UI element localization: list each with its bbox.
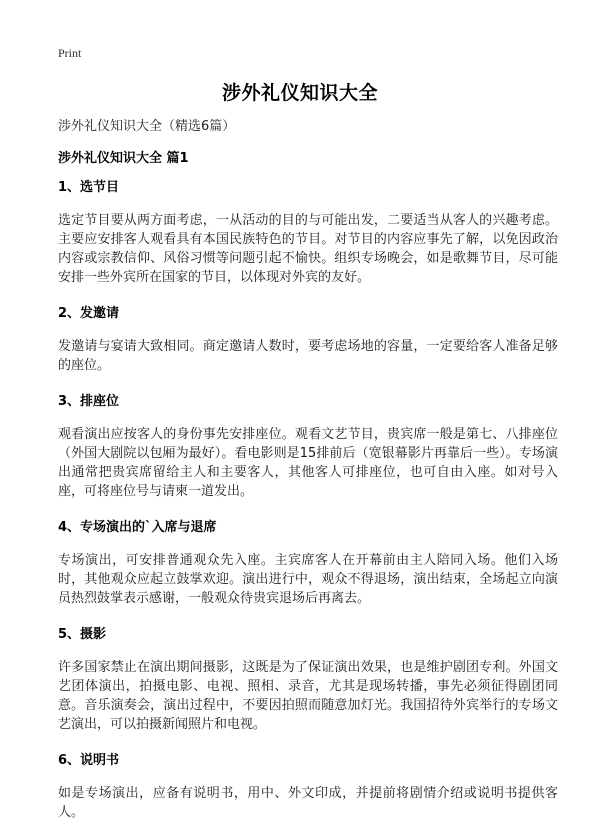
document-subtitle: 涉外礼仪知识大全（精选6篇） <box>58 119 236 134</box>
section-heading: 5、摄影 <box>58 627 107 642</box>
print-label: Print <box>58 46 82 60</box>
section-body: 如是专场演出，应备有说明书，用中、外文印成，并提前将剧情介绍或说明书提供客人。 <box>58 786 558 820</box>
section-2 <box>58 305 558 375</box>
section-body: 选定节目要从两方面考虑，一从活动的目的与可能出发，二要适当从客人的兴趣考虑。主要应安排客人观看具有本国民族特色的节目。对节目的内容应事先了解，以免因政治内容或宗教信仰、风俗习惯等问题引起不愉快。组织专场晚会，如是歌舞节目，尽可能安排一些外宾所在国家的节目，以体现对外宾的友好。 <box>58 213 558 285</box>
section-6 <box>58 752 558 822</box>
section-3 <box>58 393 558 501</box>
section-heading: 4、专场演出的`入席与退席 <box>58 520 217 535</box>
article-sections <box>58 179 558 840</box>
section-heading: 3、排座位 <box>58 394 120 409</box>
document-title: 涉外礼仪知识大全 <box>221 82 378 104</box>
section-body: 发邀请与宴请大致相同。商定邀请人数时，要考虑场地的容量，一定要给客人准备足够的座位。 <box>58 339 558 373</box>
section-4 <box>58 519 558 608</box>
section-1 <box>58 179 558 287</box>
section-body: 许多国家禁止在演出期间摄影，这既是为了保证演出效果，也是维护剧团专利。外国文艺团体演出，拍摄电影、电视、照相、录音，尤其是现场转播，事先必须征得剧团同意。音乐演奏会，演出过程中，不要因拍照而随意加灯光。我国招待外宾举行的专场文艺演出，可以拍摄新闻照片和电视。 <box>58 660 558 732</box>
section-heading: 6、说明书 <box>58 753 120 768</box>
article-title: 涉外礼仪知识大全 篇1 <box>58 151 189 166</box>
section-body: 专场演出，可安排普通观众先入座。主宾席客人在开幕前由主人陪同入场。他们入场时，其他观众应起立鼓掌欢迎。演出进行中，观众不得退场，演出结束，全场起立向演员热烈鼓掌表示感谢，一般观众待贵宾退场后再离去。 <box>58 553 558 606</box>
section-body: 观看演出应按客人的身份事先安排座位。观看文艺节目，贵宾席一般是第七、八排座位（外国大剧院以包厢为最好）。看电影则是15排前后（宽银幕影片再靠后一些）。专场演出通常把贵宾席留给主人和主要客人，其他客人可排座位，也可自由入座。如对号入座，可将座位号与请柬一道发出。 <box>58 427 558 499</box>
section-heading: 2、发邀请 <box>58 306 120 321</box>
section-5 <box>58 626 558 734</box>
section-heading: 1、选节目 <box>58 180 120 195</box>
